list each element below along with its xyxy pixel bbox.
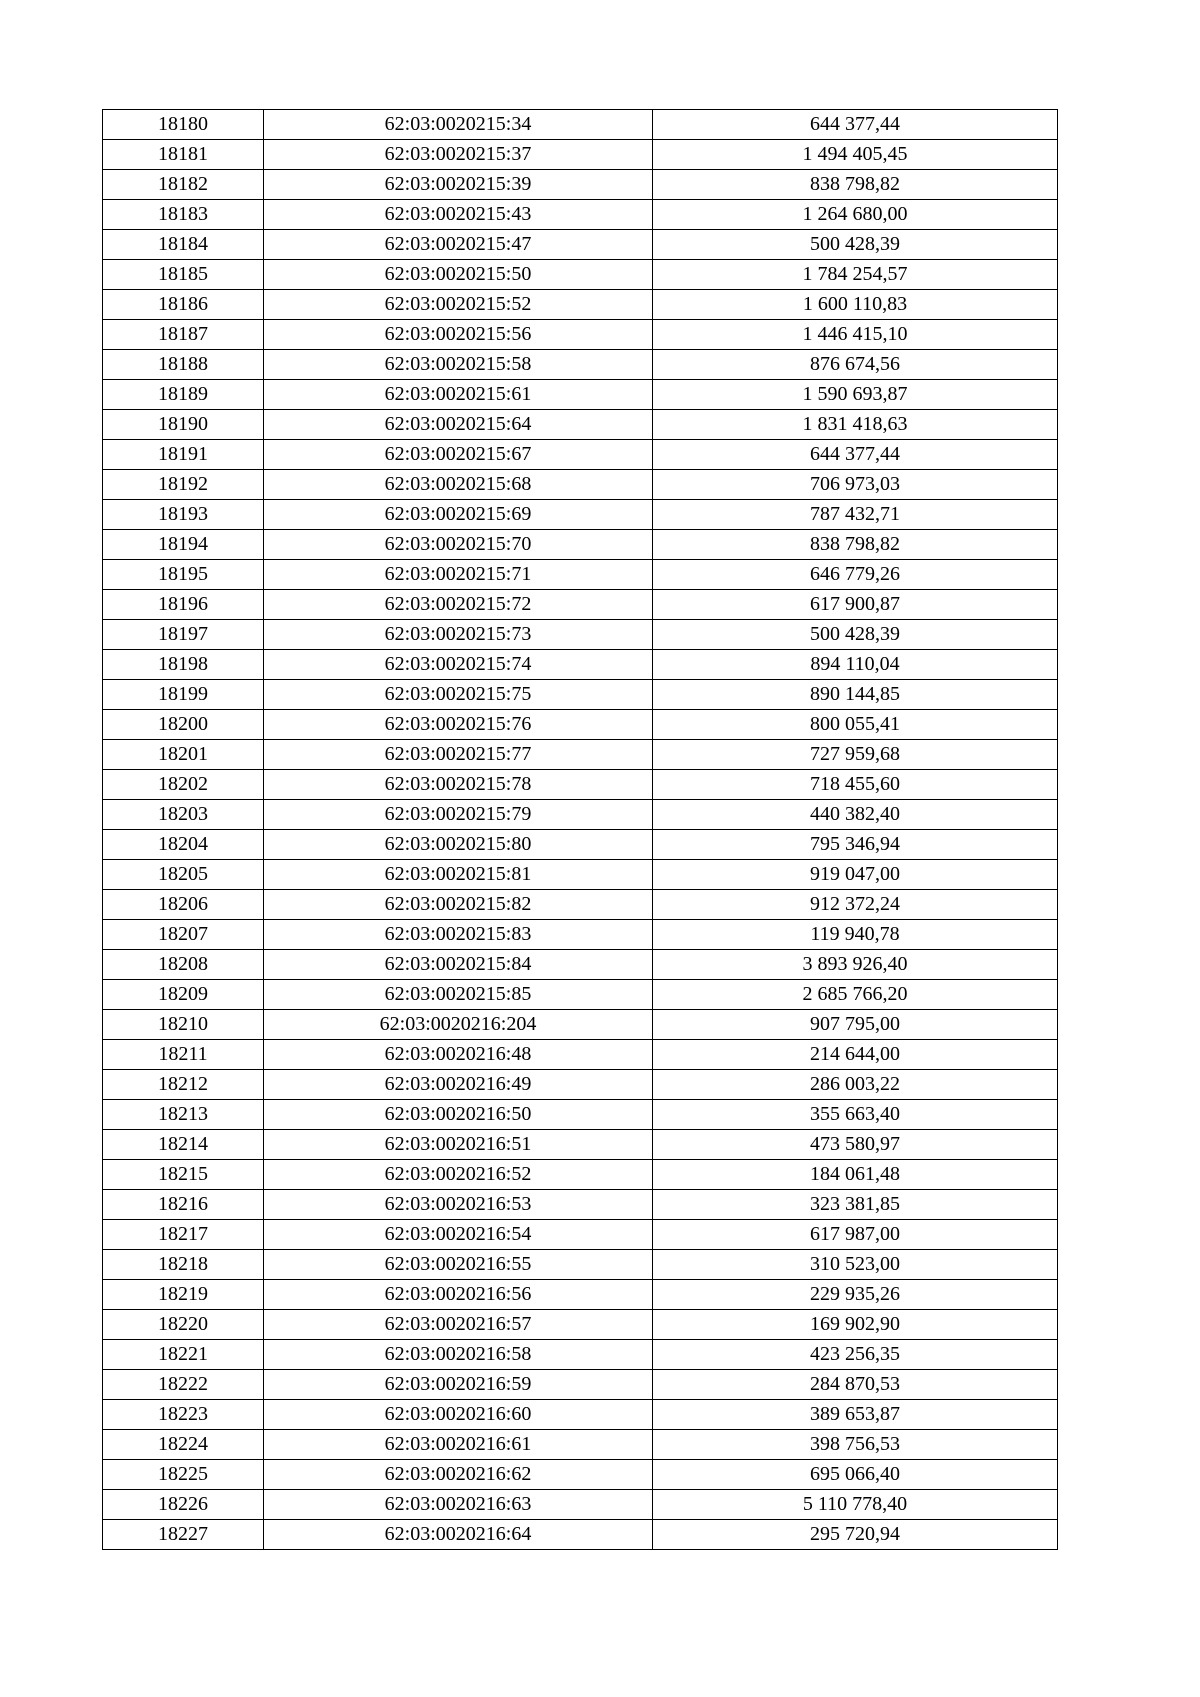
table-row bbox=[103, 1040, 1058, 1070]
cadastral-value-cell: 500 428,39 bbox=[653, 620, 1058, 650]
row-number-cell: 18189 bbox=[103, 380, 264, 410]
row-number-cell: 18215 bbox=[103, 1160, 264, 1190]
cadastral-value-cell: 644 377,44 bbox=[653, 110, 1058, 140]
cadastral-value-cell: 800 055,41 bbox=[653, 710, 1058, 740]
cadastral-value-cell: 119 940,78 bbox=[653, 920, 1058, 950]
row-number-cell: 18183 bbox=[103, 200, 264, 230]
cadastral-number-cell: 62:03:0020216:55 bbox=[264, 1250, 653, 1280]
cadastral-value-cell: 389 653,87 bbox=[653, 1400, 1058, 1430]
row-number-cell: 18217 bbox=[103, 1220, 264, 1250]
cadastral-number-cell: 62:03:0020216:62 bbox=[264, 1460, 653, 1490]
cadastral-number-cell: 62:03:0020216:50 bbox=[264, 1100, 653, 1130]
cadastral-number-cell: 62:03:0020215:56 bbox=[264, 320, 653, 350]
table-row bbox=[103, 680, 1058, 710]
row-number-cell: 18225 bbox=[103, 1460, 264, 1490]
row-number-cell: 18209 bbox=[103, 980, 264, 1010]
cadastral-number-cell: 62:03:0020215:67 bbox=[264, 440, 653, 470]
cadastral-value-cell: 718 455,60 bbox=[653, 770, 1058, 800]
cadastral-value-cell: 1 831 418,63 bbox=[653, 410, 1058, 440]
table-row bbox=[103, 170, 1058, 200]
row-number-cell: 18210 bbox=[103, 1010, 264, 1040]
row-number-cell: 18194 bbox=[103, 530, 264, 560]
cadastral-number-cell: 62:03:0020215:50 bbox=[264, 260, 653, 290]
table-row bbox=[103, 1370, 1058, 1400]
table-row bbox=[103, 950, 1058, 980]
row-number-cell: 18190 bbox=[103, 410, 264, 440]
table-row bbox=[103, 1520, 1058, 1550]
cadastral-value-cell: 1 446 415,10 bbox=[653, 320, 1058, 350]
table-row bbox=[103, 1130, 1058, 1160]
row-number-cell: 18184 bbox=[103, 230, 264, 260]
cadastral-number-cell: 62:03:0020216:64 bbox=[264, 1520, 653, 1550]
cadastral-number-cell: 62:03:0020216:57 bbox=[264, 1310, 653, 1340]
cadastral-number-cell: 62:03:0020215:79 bbox=[264, 800, 653, 830]
table-row bbox=[103, 980, 1058, 1010]
table-row bbox=[103, 500, 1058, 530]
table-row bbox=[103, 260, 1058, 290]
row-number-cell: 18223 bbox=[103, 1400, 264, 1430]
cadastral-value-cell: 706 973,03 bbox=[653, 470, 1058, 500]
cadastral-value-cell: 310 523,00 bbox=[653, 1250, 1058, 1280]
table-row bbox=[103, 920, 1058, 950]
cadastral-number-cell: 62:03:0020215:74 bbox=[264, 650, 653, 680]
table-row bbox=[103, 890, 1058, 920]
table-row bbox=[103, 110, 1058, 140]
cadastral-number-cell: 62:03:0020215:81 bbox=[264, 860, 653, 890]
cadastral-value-cell: 1 590 693,87 bbox=[653, 380, 1058, 410]
row-number-cell: 18195 bbox=[103, 560, 264, 590]
cadastral-number-cell: 62:03:0020215:82 bbox=[264, 890, 653, 920]
table-row bbox=[103, 290, 1058, 320]
row-number-cell: 18214 bbox=[103, 1130, 264, 1160]
row-number-cell: 18182 bbox=[103, 170, 264, 200]
table-row bbox=[103, 740, 1058, 770]
table-row bbox=[103, 1160, 1058, 1190]
cadastral-value-cell: 3 893 926,40 bbox=[653, 950, 1058, 980]
cadastral-number-cell: 62:03:0020216:49 bbox=[264, 1070, 653, 1100]
cadastral-number-cell: 62:03:0020215:77 bbox=[264, 740, 653, 770]
cadastral-value-cell: 398 756,53 bbox=[653, 1430, 1058, 1460]
row-number-cell: 18198 bbox=[103, 650, 264, 680]
row-number-cell: 18181 bbox=[103, 140, 264, 170]
table-body bbox=[103, 110, 1058, 1550]
cadastral-value-cell: 184 061,48 bbox=[653, 1160, 1058, 1190]
cadastral-number-cell: 62:03:0020215:75 bbox=[264, 680, 653, 710]
cadastral-value-cell: 838 798,82 bbox=[653, 530, 1058, 560]
cadastral-number-cell: 62:03:0020215:61 bbox=[264, 380, 653, 410]
cadastral-number-cell: 62:03:0020215:34 bbox=[264, 110, 653, 140]
cadastral-number-cell: 62:03:0020216:58 bbox=[264, 1340, 653, 1370]
table-row bbox=[103, 350, 1058, 380]
cadastral-number-cell: 62:03:0020215:69 bbox=[264, 500, 653, 530]
table-row bbox=[103, 440, 1058, 470]
cadastral-number-cell: 62:03:0020215:76 bbox=[264, 710, 653, 740]
cadastral-number-cell: 62:03:0020215:83 bbox=[264, 920, 653, 950]
cadastral-value-cell: 169 902,90 bbox=[653, 1310, 1058, 1340]
cadastral-number-cell: 62:03:0020216:48 bbox=[264, 1040, 653, 1070]
cadastral-value-cell: 727 959,68 bbox=[653, 740, 1058, 770]
row-number-cell: 18191 bbox=[103, 440, 264, 470]
cadastral-value-cell: 912 372,24 bbox=[653, 890, 1058, 920]
cadastral-number-cell: 62:03:0020215:58 bbox=[264, 350, 653, 380]
table-row bbox=[103, 1430, 1058, 1460]
row-number-cell: 18197 bbox=[103, 620, 264, 650]
table-row bbox=[103, 1460, 1058, 1490]
table-row bbox=[103, 650, 1058, 680]
cadastral-number-cell: 62:03:0020216:53 bbox=[264, 1190, 653, 1220]
row-number-cell: 18196 bbox=[103, 590, 264, 620]
row-number-cell: 18203 bbox=[103, 800, 264, 830]
cadastral-value-cell: 838 798,82 bbox=[653, 170, 1058, 200]
table-row bbox=[103, 410, 1058, 440]
cadastral-value-cell: 646 779,26 bbox=[653, 560, 1058, 590]
row-number-cell: 18208 bbox=[103, 950, 264, 980]
cadastral-value-cell: 355 663,40 bbox=[653, 1100, 1058, 1130]
cadastral-number-cell: 62:03:0020215:52 bbox=[264, 290, 653, 320]
row-number-cell: 18201 bbox=[103, 740, 264, 770]
cadastral-value-cell: 1 600 110,83 bbox=[653, 290, 1058, 320]
cadastral-number-cell: 62:03:0020215:73 bbox=[264, 620, 653, 650]
table-row bbox=[103, 1400, 1058, 1430]
cadastral-number-cell: 62:03:0020215:72 bbox=[264, 590, 653, 620]
row-number-cell: 18205 bbox=[103, 860, 264, 890]
cadastral-value-cell: 695 066,40 bbox=[653, 1460, 1058, 1490]
cadastral-value-cell: 1 264 680,00 bbox=[653, 200, 1058, 230]
table-row bbox=[103, 1280, 1058, 1310]
cadastral-number-cell: 62:03:0020215:68 bbox=[264, 470, 653, 500]
cadastral-value-cell: 286 003,22 bbox=[653, 1070, 1058, 1100]
cadastral-number-cell: 62:03:0020215:64 bbox=[264, 410, 653, 440]
cadastral-number-cell: 62:03:0020215:84 bbox=[264, 950, 653, 980]
row-number-cell: 18213 bbox=[103, 1100, 264, 1130]
cadastral-value-cell: 890 144,85 bbox=[653, 680, 1058, 710]
cadastral-value-cell: 617 987,00 bbox=[653, 1220, 1058, 1250]
cadastral-value-cell: 1 784 254,57 bbox=[653, 260, 1058, 290]
cadastral-number-cell: 62:03:0020215:80 bbox=[264, 830, 653, 860]
table-row bbox=[103, 230, 1058, 260]
table-row bbox=[103, 1070, 1058, 1100]
row-number-cell: 18207 bbox=[103, 920, 264, 950]
table-row bbox=[103, 1100, 1058, 1130]
cadastral-number-cell: 62:03:0020216:52 bbox=[264, 1160, 653, 1190]
cadastral-number-cell: 62:03:0020216:63 bbox=[264, 1490, 653, 1520]
cadastral-number-cell: 62:03:0020215:71 bbox=[264, 560, 653, 590]
cadastral-number-cell: 62:03:0020215:47 bbox=[264, 230, 653, 260]
table-row bbox=[103, 860, 1058, 890]
table-row bbox=[103, 380, 1058, 410]
cadastral-number-cell: 62:03:0020216:51 bbox=[264, 1130, 653, 1160]
cadastral-number-cell: 62:03:0020216:56 bbox=[264, 1280, 653, 1310]
cadastral-number-cell: 62:03:0020215:39 bbox=[264, 170, 653, 200]
cadastral-value-cell: 876 674,56 bbox=[653, 350, 1058, 380]
table-row bbox=[103, 1310, 1058, 1340]
row-number-cell: 18199 bbox=[103, 680, 264, 710]
table-row bbox=[103, 1340, 1058, 1370]
table-row bbox=[103, 770, 1058, 800]
table-row bbox=[103, 200, 1058, 230]
cadastral-number-cell: 62:03:0020216:204 bbox=[264, 1010, 653, 1040]
row-number-cell: 18227 bbox=[103, 1520, 264, 1550]
cadastral-number-cell: 62:03:0020215:85 bbox=[264, 980, 653, 1010]
table-row bbox=[103, 620, 1058, 650]
cadastral-value-cell: 440 382,40 bbox=[653, 800, 1058, 830]
row-number-cell: 18221 bbox=[103, 1340, 264, 1370]
cadastral-value-cell: 229 935,26 bbox=[653, 1280, 1058, 1310]
cadastral-value-cell: 617 900,87 bbox=[653, 590, 1058, 620]
table-row bbox=[103, 470, 1058, 500]
cadastral-number-cell: 62:03:0020216:60 bbox=[264, 1400, 653, 1430]
cadastral-number-cell: 62:03:0020216:61 bbox=[264, 1430, 653, 1460]
cadastral-value-cell: 214 644,00 bbox=[653, 1040, 1058, 1070]
row-number-cell: 18200 bbox=[103, 710, 264, 740]
cadastral-value-cell: 907 795,00 bbox=[653, 1010, 1058, 1040]
cadastral-number-cell: 62:03:0020215:70 bbox=[264, 530, 653, 560]
table-row bbox=[103, 590, 1058, 620]
cadastral-value-cell: 473 580,97 bbox=[653, 1130, 1058, 1160]
table-row bbox=[103, 710, 1058, 740]
table-row bbox=[103, 1010, 1058, 1040]
table-row bbox=[103, 1250, 1058, 1280]
row-number-cell: 18212 bbox=[103, 1070, 264, 1100]
table-row bbox=[103, 1220, 1058, 1250]
cadastral-value-cell: 323 381,85 bbox=[653, 1190, 1058, 1220]
row-number-cell: 18188 bbox=[103, 350, 264, 380]
row-number-cell: 18211 bbox=[103, 1040, 264, 1070]
cadastral-value-cell: 894 110,04 bbox=[653, 650, 1058, 680]
cadastral-value-cell: 284 870,53 bbox=[653, 1370, 1058, 1400]
row-number-cell: 18216 bbox=[103, 1190, 264, 1220]
row-number-cell: 18180 bbox=[103, 110, 264, 140]
table-row bbox=[103, 320, 1058, 350]
row-number-cell: 18220 bbox=[103, 1310, 264, 1340]
cadastral-value-cell: 295 720,94 bbox=[653, 1520, 1058, 1550]
cadastral-number-cell: 62:03:0020216:59 bbox=[264, 1370, 653, 1400]
cadastral-value-cell: 2 685 766,20 bbox=[653, 980, 1058, 1010]
table-row bbox=[103, 560, 1058, 590]
cadastral-value-cell: 787 432,71 bbox=[653, 500, 1058, 530]
row-number-cell: 18206 bbox=[103, 890, 264, 920]
table-row bbox=[103, 140, 1058, 170]
table-row bbox=[103, 830, 1058, 860]
row-number-cell: 18224 bbox=[103, 1430, 264, 1460]
row-number-cell: 18185 bbox=[103, 260, 264, 290]
cadastral-number-cell: 62:03:0020215:37 bbox=[264, 140, 653, 170]
cadastral-value-cell: 1 494 405,45 bbox=[653, 140, 1058, 170]
cadastral-number-cell: 62:03:0020216:54 bbox=[264, 1220, 653, 1250]
cadastral-number-cell: 62:03:0020215:43 bbox=[264, 200, 653, 230]
row-number-cell: 18192 bbox=[103, 470, 264, 500]
row-number-cell: 18222 bbox=[103, 1370, 264, 1400]
table-row bbox=[103, 800, 1058, 830]
row-number-cell: 18186 bbox=[103, 290, 264, 320]
cadastral-value-cell: 919 047,00 bbox=[653, 860, 1058, 890]
row-number-cell: 18187 bbox=[103, 320, 264, 350]
row-number-cell: 18193 bbox=[103, 500, 264, 530]
table-row bbox=[103, 1490, 1058, 1520]
cadastral-number-cell: 62:03:0020215:78 bbox=[264, 770, 653, 800]
row-number-cell: 18202 bbox=[103, 770, 264, 800]
row-number-cell: 18219 bbox=[103, 1280, 264, 1310]
table-row bbox=[103, 530, 1058, 560]
cadastral-value-cell: 5 110 778,40 bbox=[653, 1490, 1058, 1520]
cadastral-value-cell: 423 256,35 bbox=[653, 1340, 1058, 1370]
table-row bbox=[103, 1190, 1058, 1220]
cadastral-value-cell: 500 428,39 bbox=[653, 230, 1058, 260]
cadastral-value-cell: 644 377,44 bbox=[653, 440, 1058, 470]
row-number-cell: 18218 bbox=[103, 1250, 264, 1280]
row-number-cell: 18204 bbox=[103, 830, 264, 860]
cadastral-value-table bbox=[102, 109, 1058, 1550]
cadastral-value-cell: 795 346,94 bbox=[653, 830, 1058, 860]
row-number-cell: 18226 bbox=[103, 1490, 264, 1520]
